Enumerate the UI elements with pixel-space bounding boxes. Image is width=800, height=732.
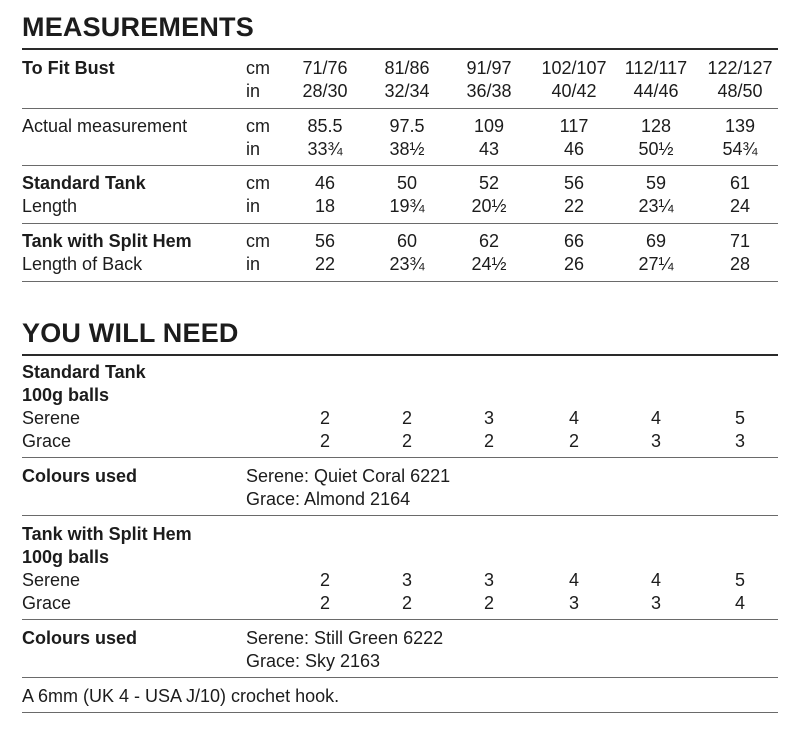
size-value: 26 bbox=[563, 254, 585, 274]
unit-in: in bbox=[246, 139, 261, 159]
unit-cm: cm bbox=[246, 116, 270, 136]
ball-count: 2 bbox=[319, 431, 330, 451]
size-value: 43 bbox=[478, 139, 500, 159]
ball-count: 5 bbox=[734, 408, 745, 428]
to-fit-bust-label: To Fit Bust bbox=[22, 58, 115, 78]
ball-count: 2 bbox=[319, 408, 330, 428]
size-value: 18 bbox=[314, 196, 336, 216]
colour-grace: Grace: Sky 2163 bbox=[246, 651, 381, 671]
ball-count: 4 bbox=[650, 408, 661, 428]
size-value: 71/76 bbox=[302, 58, 348, 78]
size-value: 50½ bbox=[638, 139, 674, 159]
serene-label: Serene bbox=[22, 408, 81, 428]
size-value: 24 bbox=[729, 196, 751, 216]
size-value: 32/34 bbox=[384, 81, 430, 101]
size-value: 71 bbox=[729, 231, 751, 251]
size-value: 38½ bbox=[389, 139, 425, 159]
divider bbox=[22, 165, 778, 166]
colour-grace: Grace: Almond 2164 bbox=[246, 489, 411, 509]
size-value: 56 bbox=[314, 231, 336, 251]
size-value: 23¾ bbox=[389, 254, 425, 274]
size-value: 62 bbox=[478, 231, 500, 251]
length-of-back-label: Length of Back bbox=[22, 254, 143, 274]
ball-count: 3 bbox=[650, 593, 661, 613]
ball-count: 2 bbox=[401, 431, 412, 451]
standard-tank-heading-row bbox=[0, 360, 800, 384]
unit-in: in bbox=[246, 254, 261, 274]
size-value: 60 bbox=[396, 231, 418, 251]
size-value: 19¾ bbox=[389, 196, 425, 216]
split-hem-serene-row bbox=[0, 568, 800, 592]
size-value: 112/117 bbox=[624, 58, 688, 78]
size-value: 59 bbox=[645, 173, 667, 193]
size-value: 66 bbox=[563, 231, 585, 251]
size-value: 48/50 bbox=[717, 81, 763, 101]
size-value: 61 bbox=[729, 173, 751, 193]
colours-used-label: Colours used bbox=[22, 466, 138, 486]
standard-tank-cm-row bbox=[0, 171, 800, 195]
ball-count: 4 bbox=[734, 593, 745, 613]
ball-count: 2 bbox=[568, 431, 579, 451]
ball-count: 2 bbox=[319, 570, 330, 590]
standard-tank-yarn-heading: Standard Tank bbox=[22, 362, 146, 382]
standard-tank-label: Standard Tank bbox=[22, 173, 146, 193]
unit-in: in bbox=[246, 196, 261, 216]
unit-cm: cm bbox=[246, 231, 270, 251]
grace-label: Grace bbox=[22, 431, 72, 451]
divider bbox=[22, 281, 778, 282]
ball-count: 2 bbox=[319, 593, 330, 613]
serene-label: Serene bbox=[22, 570, 81, 590]
divider bbox=[22, 108, 778, 109]
split-hem-cm-row bbox=[0, 229, 800, 253]
size-value: 56 bbox=[563, 173, 585, 193]
ball-count: 3 bbox=[568, 593, 579, 613]
balls-subheading: 100g balls bbox=[22, 385, 110, 405]
standard-tank-in-row bbox=[0, 194, 800, 218]
size-value: 44/46 bbox=[633, 81, 679, 101]
you-will-need-top-rule bbox=[22, 354, 778, 356]
size-value: 28/30 bbox=[302, 81, 348, 101]
ball-count: 5 bbox=[734, 570, 745, 590]
split-hem-heading-row bbox=[0, 522, 800, 546]
size-value: 28 bbox=[729, 254, 751, 274]
size-value: 109 bbox=[473, 116, 505, 136]
size-value: 22 bbox=[314, 254, 336, 274]
split-hem-yarn-heading: Tank with Split Hem bbox=[22, 524, 192, 544]
divider bbox=[22, 223, 778, 224]
ball-count: 4 bbox=[650, 570, 661, 590]
ball-count: 3 bbox=[734, 431, 745, 451]
size-value: 122/127 bbox=[707, 58, 773, 78]
split-hem-balls-row bbox=[0, 545, 800, 569]
crochet-hook-text: A 6mm (UK 4 - USA J/10) crochet hook. bbox=[22, 686, 340, 706]
ball-count: 4 bbox=[568, 570, 579, 590]
ball-count: 2 bbox=[483, 431, 494, 451]
size-value: 81/86 bbox=[384, 58, 430, 78]
length-label: Length bbox=[22, 196, 78, 216]
unit-in: in bbox=[246, 81, 261, 101]
colours-used-label: Colours used bbox=[22, 628, 138, 648]
ball-count: 3 bbox=[650, 431, 661, 451]
colour-serene: Serene: Quiet Coral 6221 bbox=[246, 466, 451, 486]
size-value: 22 bbox=[563, 196, 585, 216]
colour-serene: Serene: Still Green 6222 bbox=[246, 628, 444, 648]
size-value: 46 bbox=[563, 139, 585, 159]
standard-tank-colours-row-2 bbox=[0, 487, 800, 511]
hook-row bbox=[0, 684, 800, 708]
size-value: 139 bbox=[724, 116, 756, 136]
to-fit-bust-cm-row bbox=[0, 56, 800, 80]
you-will-need-heading: YOU WILL NEED bbox=[22, 318, 239, 348]
split-hem-colours-row-1 bbox=[0, 626, 800, 650]
ball-count: 2 bbox=[483, 593, 494, 613]
standard-tank-balls-row bbox=[0, 383, 800, 407]
size-value: 97.5 bbox=[389, 116, 425, 136]
ball-count: 3 bbox=[401, 570, 412, 590]
actual-cm-row bbox=[0, 114, 800, 138]
size-value: 46 bbox=[314, 173, 336, 193]
standard-tank-serene-row bbox=[0, 406, 800, 430]
size-value: 33¾ bbox=[307, 139, 343, 159]
size-value: 91/97 bbox=[466, 58, 512, 78]
ball-count: 3 bbox=[483, 570, 494, 590]
split-hem-label: Tank with Split Hem bbox=[22, 231, 192, 251]
size-value: 54¾ bbox=[722, 139, 758, 159]
size-value: 40/42 bbox=[551, 81, 597, 101]
measurements-heading: MEASUREMENTS bbox=[22, 12, 254, 42]
size-value: 50 bbox=[396, 173, 418, 193]
size-value: 128 bbox=[640, 116, 672, 136]
measurements-top-rule bbox=[22, 48, 778, 50]
split-hem-colours-row-2 bbox=[0, 649, 800, 673]
size-value: 69 bbox=[645, 231, 667, 251]
divider bbox=[22, 677, 778, 678]
bottom-rule bbox=[22, 712, 778, 713]
unit-cm: cm bbox=[246, 58, 270, 78]
size-value: 52 bbox=[478, 173, 500, 193]
split-hem-grace-row bbox=[0, 591, 800, 615]
size-value: 24½ bbox=[471, 254, 507, 274]
size-value: 27¼ bbox=[638, 254, 674, 274]
size-value: 85.5 bbox=[307, 116, 343, 136]
size-value: 36/38 bbox=[466, 81, 512, 101]
grace-label: Grace bbox=[22, 593, 72, 613]
actual-measurement-label: Actual measurement bbox=[22, 116, 188, 136]
divider bbox=[22, 457, 778, 458]
size-value: 117 bbox=[559, 116, 589, 136]
ball-count: 2 bbox=[401, 593, 412, 613]
size-value: 20½ bbox=[471, 196, 507, 216]
divider bbox=[22, 619, 778, 620]
unit-cm: cm bbox=[246, 173, 270, 193]
ball-count: 3 bbox=[483, 408, 494, 428]
split-hem-in-row bbox=[0, 252, 800, 276]
divider bbox=[22, 515, 778, 516]
balls-subheading: 100g balls bbox=[22, 547, 110, 567]
to-fit-bust-in-row bbox=[0, 79, 800, 103]
size-value: 102/107 bbox=[541, 58, 607, 78]
ball-count: 4 bbox=[568, 408, 579, 428]
actual-in-row bbox=[0, 137, 800, 161]
standard-tank-grace-row bbox=[0, 429, 800, 453]
standard-tank-colours-row-1 bbox=[0, 464, 800, 488]
ball-count: 2 bbox=[401, 408, 412, 428]
size-value: 23¼ bbox=[638, 196, 674, 216]
